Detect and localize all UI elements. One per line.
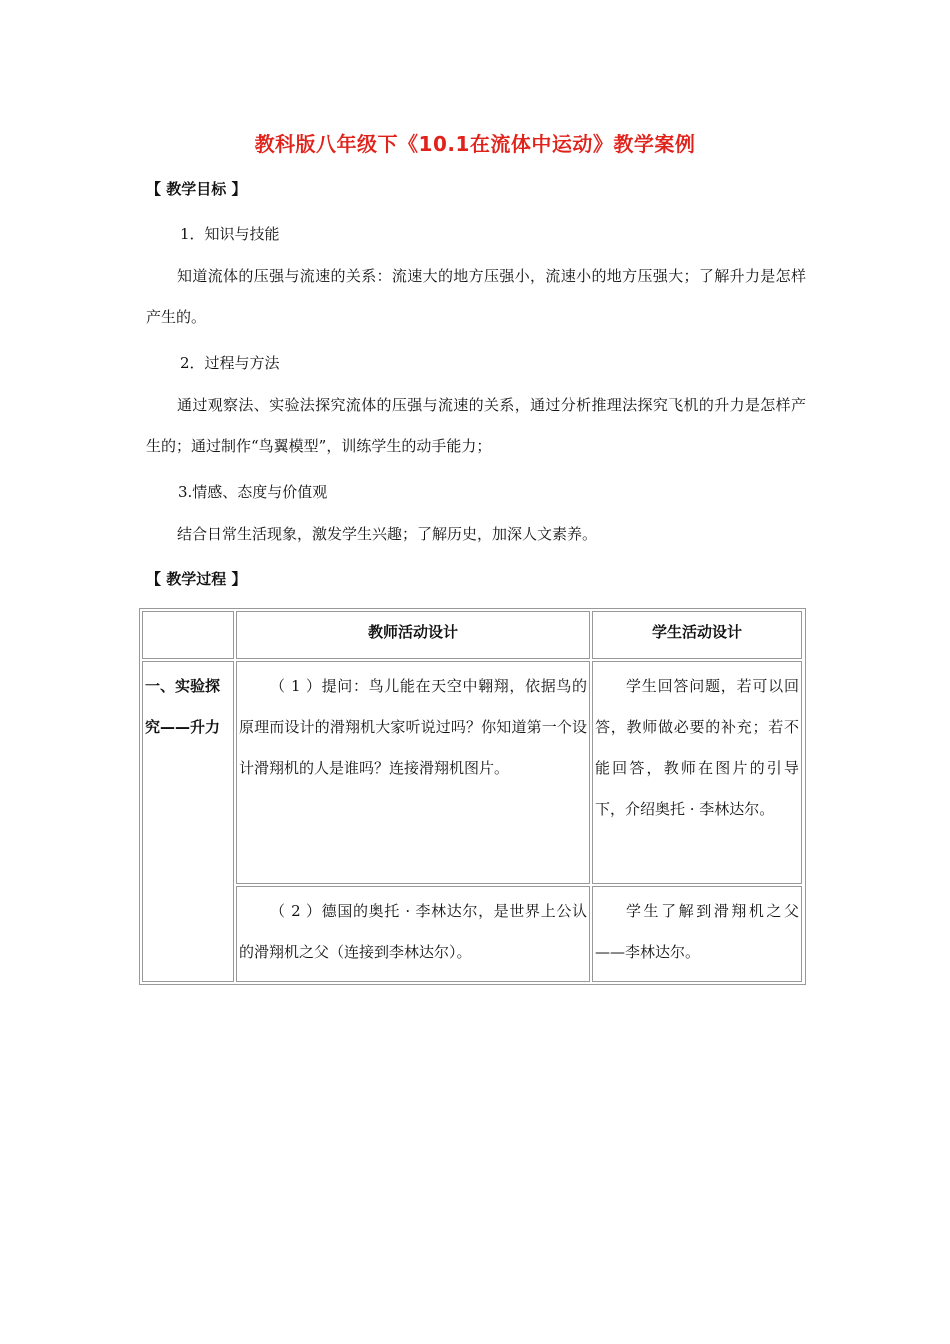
- table-row-1-student: 学生回答问题，若可以回答，教师做必要的补充；若不能回答，教师在图片的引导下，介绍奥托 · 李林达尔。: [592, 661, 802, 884]
- objective-3-text: 结合日常生活现象，激发学生兴趣；了解历史，加深人文素养。: [177, 525, 598, 543]
- objective-1-text: 知道流体的压强与流速的关系：流速大的地方压强小，流速小的地方压强大；了解升力是怎样产生的。: [146, 267, 806, 326]
- process-heading: 【 教学过程 】: [146, 570, 247, 588]
- table-row-2-student: 学生了解到滑翔机之父——李林达尔。: [592, 886, 802, 982]
- table-header-student: 学生活动设计: [592, 611, 802, 659]
- document-title: 教科版八年级下《10.1在流体中运动》教学案例: [254, 132, 696, 156]
- objective-1-label: 1．知识与技能: [180, 225, 280, 243]
- table-header-empty: [142, 611, 234, 659]
- objective-2-label: 2．过程与方法: [180, 354, 280, 372]
- table-row-2-teacher: （ 2 ）德国的奥托 · 李林达尔，是世界上公认的滑翔机之父（连接到李林达尔）。: [236, 886, 590, 982]
- objectives-heading: 【 教学目标 】: [146, 180, 247, 198]
- table-section-label: 一、实验探究——升力: [142, 661, 234, 982]
- table-header-teacher: 教师活动设计: [236, 611, 590, 659]
- objective-2-text: 通过观察法、实验法探究流体的压强与流速的关系，通过分析推理法探究飞机的升力是怎样产生的；通过制作“鸟翼模型”，训练学生的动手能力；: [146, 396, 806, 455]
- objective-3-label: 3.情感、态度与价值观: [178, 483, 328, 501]
- table-row-1-teacher: （ 1 ）提问：鸟儿能在天空中翱翔，依据鸟的原理而设计的滑翔机大家听说过吗？你知道第一个设计滑翔机的人是谁吗？连接滑翔机图片。: [236, 661, 590, 884]
- process-table: [139, 608, 806, 985]
